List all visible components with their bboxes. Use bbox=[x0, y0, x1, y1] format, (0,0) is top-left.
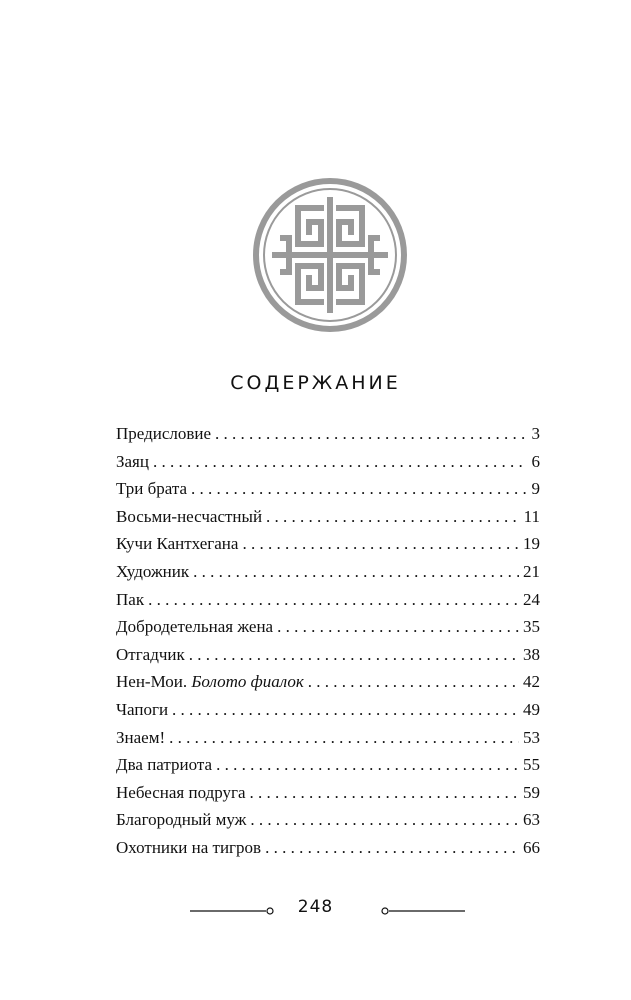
toc-entry-title: Восьми-несчастный bbox=[116, 506, 263, 526]
toc-entry[interactable] bbox=[116, 696, 540, 724]
dot-leader bbox=[148, 586, 519, 614]
toc-entry-title: Кучи Кантхегана bbox=[116, 534, 239, 554]
toc-entry-title: Предисловие bbox=[116, 424, 212, 443]
toc-entry-title: Художник bbox=[116, 561, 190, 581]
toc-entry[interactable] bbox=[116, 558, 540, 586]
toc-entry-title: Пак bbox=[116, 589, 145, 609]
toc-entry-page: 9 bbox=[531, 479, 540, 499]
dot-leader bbox=[189, 641, 519, 669]
toc-entry[interactable] bbox=[116, 586, 540, 614]
toc-entry[interactable] bbox=[116, 475, 540, 503]
toc-entry[interactable] bbox=[116, 613, 540, 641]
toc-entry[interactable] bbox=[116, 530, 540, 558]
toc-entry-title bbox=[116, 668, 304, 696]
toc-entry-page: 19 bbox=[523, 534, 540, 554]
toc-entry[interactable] bbox=[116, 641, 540, 669]
dot-leader bbox=[277, 613, 519, 641]
toc-entry-title: Два патриота bbox=[116, 755, 213, 775]
toc-entry-title: Чапоги bbox=[116, 699, 169, 719]
toc-entry-page: 63 bbox=[523, 810, 540, 830]
dot-leader bbox=[266, 503, 520, 531]
toc-entry-page: 24 bbox=[523, 589, 540, 609]
toc-entry-title: Заяц bbox=[116, 451, 149, 471]
toc-entry-title-main: Нен-Мои. bbox=[116, 672, 188, 692]
page-title: СОДЕРЖАНИЕ bbox=[230, 372, 401, 394]
page-number: 248 bbox=[297, 897, 334, 917]
dot-leader bbox=[193, 558, 519, 586]
toc-entry-page: 49 bbox=[523, 699, 540, 719]
toc-entry-page: 55 bbox=[523, 755, 540, 775]
table-of-contents bbox=[116, 420, 540, 862]
toc-entry[interactable] bbox=[116, 834, 540, 862]
dot-leader bbox=[216, 751, 519, 779]
toc-entry-title: Три брата bbox=[116, 479, 188, 499]
dot-leader bbox=[242, 530, 519, 558]
toc-entry[interactable] bbox=[116, 503, 540, 531]
toc-entry-page: 38 bbox=[523, 644, 540, 664]
dot-leader bbox=[215, 420, 527, 448]
toc-entry[interactable] bbox=[116, 751, 540, 779]
dot-leader bbox=[172, 696, 519, 724]
toc-entry-page: 53 bbox=[523, 727, 540, 747]
dot-leader bbox=[169, 724, 519, 752]
dot-leader bbox=[250, 779, 519, 807]
dot-leader bbox=[191, 475, 527, 503]
toc-entry-page: 11 bbox=[523, 506, 540, 526]
toc-entry[interactable] bbox=[116, 806, 540, 834]
toc-entry-page: 3 bbox=[531, 424, 540, 443]
toc-entry[interactable] bbox=[116, 668, 540, 696]
dot-leader bbox=[250, 806, 519, 834]
toc-entry-title: Небесная подруга bbox=[116, 782, 246, 802]
toc-entry-page: 59 bbox=[523, 782, 540, 802]
toc-entry-subtitle: Болото фиалок bbox=[191, 672, 304, 692]
toc-entry-page: 6 bbox=[531, 451, 540, 471]
dot-leader bbox=[265, 834, 519, 862]
dot-leader bbox=[153, 448, 528, 476]
shou-symbol-icon bbox=[253, 178, 407, 332]
toc-entry-page: 66 bbox=[523, 837, 540, 857]
toc-entry-title: Отгадчик bbox=[116, 644, 185, 664]
toc-entry-page: 35 bbox=[523, 617, 540, 637]
toc-entry[interactable] bbox=[116, 448, 540, 476]
toc-entry-title: Благородный муж bbox=[116, 810, 247, 830]
toc-entry-page: 42 bbox=[523, 672, 540, 692]
toc-entry-title: Знаем! bbox=[116, 727, 166, 747]
toc-entry-title: Добродетельная жена bbox=[116, 617, 274, 637]
toc-entry-page: 21 bbox=[523, 561, 540, 581]
toc-entry[interactable] bbox=[116, 779, 540, 807]
toc-entry[interactable] bbox=[116, 724, 540, 752]
toc-entry-title: Охотники на тигров bbox=[116, 837, 262, 857]
dot-leader bbox=[308, 668, 519, 696]
toc-entry[interactable] bbox=[116, 420, 540, 448]
